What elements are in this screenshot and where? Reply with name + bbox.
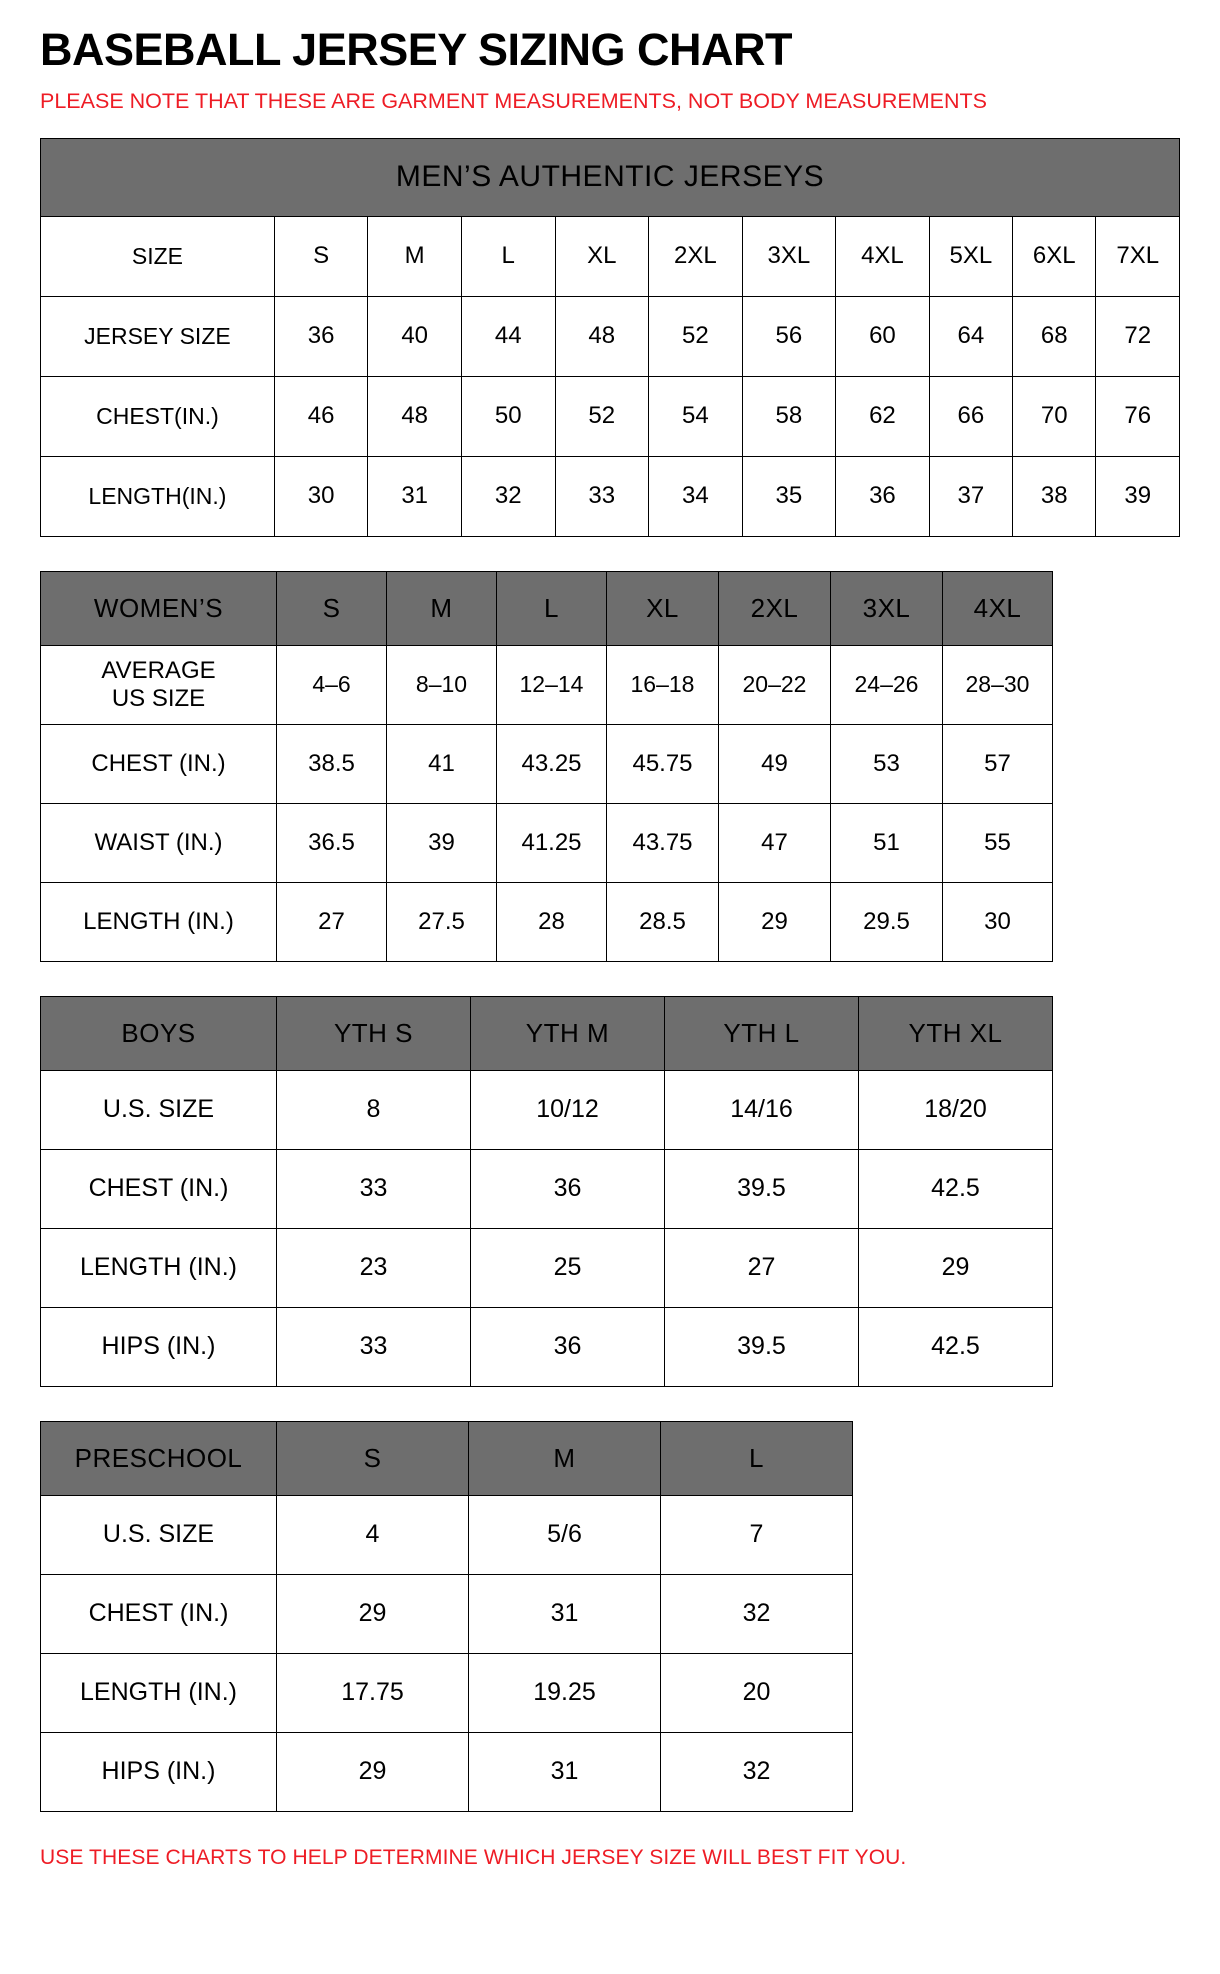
- womens-header-row: [41, 571, 1053, 645]
- preschool-row-label-us-size: U.S. SIZE: [41, 1495, 277, 1574]
- cell: 8: [277, 1070, 471, 1149]
- womens-size-s: S: [277, 571, 387, 645]
- mens-row-label-length: LENGTH(IN.): [41, 456, 275, 536]
- preschool-row-label-length: LENGTH (IN.): [41, 1653, 277, 1732]
- cell: 48: [368, 376, 462, 456]
- table-row: [41, 1149, 1053, 1228]
- cell: 29: [277, 1732, 469, 1811]
- cell: 28: [497, 882, 607, 961]
- cell: 5/6: [469, 1495, 661, 1574]
- cell: 50: [461, 376, 555, 456]
- cell: 29: [277, 1574, 469, 1653]
- table-row: [41, 1495, 853, 1574]
- cell: 51: [831, 803, 943, 882]
- table-row: [41, 1732, 853, 1811]
- cell: 43.25: [497, 724, 607, 803]
- womens-size-2xl: 2XL: [719, 571, 831, 645]
- mens-size-7xl: 7XL: [1096, 216, 1180, 296]
- boys-size-yth-xl: YTH XL: [859, 996, 1053, 1070]
- cell: 4: [277, 1495, 469, 1574]
- cell: 36: [836, 456, 930, 536]
- cell: 25: [471, 1228, 665, 1307]
- cell: 45.75: [607, 724, 719, 803]
- cell: 29.5: [831, 882, 943, 961]
- cell: 33: [277, 1149, 471, 1228]
- cell: 28.5: [607, 882, 719, 961]
- cell: 32: [461, 456, 555, 536]
- table-row: [41, 1228, 1053, 1307]
- mens-size-xl: XL: [555, 216, 649, 296]
- womens-size-l: L: [497, 571, 607, 645]
- cell: 49: [719, 724, 831, 803]
- cell: 36: [274, 296, 368, 376]
- cell: 33: [555, 456, 649, 536]
- cell: 39.5: [665, 1307, 859, 1386]
- cell: 27.5: [387, 882, 497, 961]
- cell: 24–26: [831, 645, 943, 724]
- cell: 31: [469, 1574, 661, 1653]
- mens-size-header-row: [41, 216, 1180, 296]
- mens-size-row-label: SIZE: [41, 216, 275, 296]
- cell: 31: [368, 456, 462, 536]
- cell: 57: [943, 724, 1053, 803]
- table-row: [41, 1307, 1053, 1386]
- cell: 14/16: [665, 1070, 859, 1149]
- womens-row-label-waist: WAIST (IN.): [41, 803, 277, 882]
- cell: 38.5: [277, 724, 387, 803]
- cell: 36.5: [277, 803, 387, 882]
- boys-row-label-us-size: U.S. SIZE: [41, 1070, 277, 1149]
- mens-size-5xl: 5XL: [929, 216, 1012, 296]
- boys-header-label: BOYS: [41, 996, 277, 1070]
- cell: 36: [471, 1307, 665, 1386]
- preschool-header-row: [41, 1421, 853, 1495]
- womens-size-4xl: 4XL: [943, 571, 1053, 645]
- cell: 58: [742, 376, 836, 456]
- cell: 46: [274, 376, 368, 456]
- cell: 29: [719, 882, 831, 961]
- mens-row-label-jersey-size: JERSEY SIZE: [41, 296, 275, 376]
- cell: 28–30: [943, 645, 1053, 724]
- cell: 18/20: [859, 1070, 1053, 1149]
- table-row: [41, 645, 1053, 724]
- cell: 16–18: [607, 645, 719, 724]
- preschool-header-label: PRESCHOOL: [41, 1421, 277, 1495]
- table-row: [41, 1070, 1053, 1149]
- mens-size-4xl: 4XL: [836, 216, 930, 296]
- cell: 52: [649, 296, 743, 376]
- table-row: [41, 1574, 853, 1653]
- preschool-size-l: L: [661, 1421, 853, 1495]
- mens-size-s: S: [274, 216, 368, 296]
- cell: 4–6: [277, 645, 387, 724]
- preschool-sizing-table: [40, 1421, 853, 1812]
- womens-row-label-average-us-size: AVERAGE US SIZE: [41, 645, 277, 724]
- cell: 34: [649, 456, 743, 536]
- cell: 40: [368, 296, 462, 376]
- cell: 27: [277, 882, 387, 961]
- boys-row-label-hips: HIPS (IN.): [41, 1307, 277, 1386]
- table-row: [41, 376, 1180, 456]
- preschool-size-m: M: [469, 1421, 661, 1495]
- cell: 48: [555, 296, 649, 376]
- cell: 60: [836, 296, 930, 376]
- mens-banner-label: MEN’S AUTHENTIC JERSEYS: [41, 138, 1180, 216]
- preschool-row-label-chest: CHEST (IN.): [41, 1574, 277, 1653]
- cell: 39: [387, 803, 497, 882]
- boys-sizing-table: [40, 996, 1053, 1387]
- cell: 52: [555, 376, 649, 456]
- boys-row-label-length: LENGTH (IN.): [41, 1228, 277, 1307]
- cell: 33: [277, 1307, 471, 1386]
- cell: 44: [461, 296, 555, 376]
- mens-size-6xl: 6XL: [1013, 216, 1096, 296]
- table-row: [41, 296, 1180, 376]
- cell: 42.5: [859, 1307, 1053, 1386]
- preschool-row-label-hips: HIPS (IN.): [41, 1732, 277, 1811]
- garment-measurement-note: PLEASE NOTE THAT THESE ARE GARMENT MEASUREMENTS, NOT BODY MEASUREMENTS: [40, 89, 987, 114]
- cell: 35: [742, 456, 836, 536]
- cell: 23: [277, 1228, 471, 1307]
- cell: 36: [471, 1149, 665, 1228]
- boys-size-yth-l: YTH L: [665, 996, 859, 1070]
- mens-banner-row: [41, 138, 1180, 216]
- cell: 53: [831, 724, 943, 803]
- mens-size-2xl: 2XL: [649, 216, 743, 296]
- cell: 62: [836, 376, 930, 456]
- cell: 41: [387, 724, 497, 803]
- cell: 8–10: [387, 645, 497, 724]
- cell: 54: [649, 376, 743, 456]
- cell: 42.5: [859, 1149, 1053, 1228]
- womens-header-label: WOMEN’S: [41, 571, 277, 645]
- womens-sizing-table: [40, 571, 1053, 962]
- womens-size-xl: XL: [607, 571, 719, 645]
- mens-size-3xl: 3XL: [742, 216, 836, 296]
- cell: 10/12: [471, 1070, 665, 1149]
- cell: 38: [1013, 456, 1096, 536]
- mens-sizing-table: [40, 138, 1180, 537]
- table-row: [41, 1653, 853, 1732]
- cell: 47: [719, 803, 831, 882]
- mens-size-m: M: [368, 216, 462, 296]
- cell: 55: [943, 803, 1053, 882]
- table-row: [41, 882, 1053, 961]
- cell: 56: [742, 296, 836, 376]
- cell: 19.25: [469, 1653, 661, 1732]
- cell: 70: [1013, 376, 1096, 456]
- cell: 41.25: [497, 803, 607, 882]
- cell: 39: [1096, 456, 1180, 536]
- preschool-size-s: S: [277, 1421, 469, 1495]
- cell: 68: [1013, 296, 1096, 376]
- page-title: BASEBALL JERSEY SIZING CHART: [40, 24, 792, 75]
- footer-note: USE THESE CHARTS TO HELP DETERMINE WHICH JERSEY SIZE WILL BEST FIT YOU.: [40, 1845, 907, 1869]
- cell: 37: [929, 456, 1012, 536]
- cell: 30: [274, 456, 368, 536]
- boys-size-yth-m: YTH M: [471, 996, 665, 1070]
- cell: 29: [859, 1228, 1053, 1307]
- table-row: [41, 456, 1180, 536]
- mens-row-label-chest: CHEST(IN.): [41, 376, 275, 456]
- womens-size-3xl: 3XL: [831, 571, 943, 645]
- boys-row-label-chest: CHEST (IN.): [41, 1149, 277, 1228]
- womens-row-label-chest: CHEST (IN.): [41, 724, 277, 803]
- cell: 17.75: [277, 1653, 469, 1732]
- cell: 43.75: [607, 803, 719, 882]
- cell: 27: [665, 1228, 859, 1307]
- cell: 32: [661, 1574, 853, 1653]
- mens-size-l: L: [461, 216, 555, 296]
- cell: 72: [1096, 296, 1180, 376]
- cell: 30: [943, 882, 1053, 961]
- cell: 66: [929, 376, 1012, 456]
- womens-size-m: M: [387, 571, 497, 645]
- cell: 7: [661, 1495, 853, 1574]
- cell: 64: [929, 296, 1012, 376]
- boys-size-yth-s: YTH S: [277, 996, 471, 1070]
- cell: 12–14: [497, 645, 607, 724]
- cell: 76: [1096, 376, 1180, 456]
- table-row: [41, 724, 1053, 803]
- table-row: [41, 803, 1053, 882]
- cell: 39.5: [665, 1149, 859, 1228]
- cell: 20: [661, 1653, 853, 1732]
- cell: 20–22: [719, 645, 831, 724]
- boys-header-row: [41, 996, 1053, 1070]
- cell: 31: [469, 1732, 661, 1811]
- cell: 32: [661, 1732, 853, 1811]
- womens-row-label-length: LENGTH (IN.): [41, 882, 277, 961]
